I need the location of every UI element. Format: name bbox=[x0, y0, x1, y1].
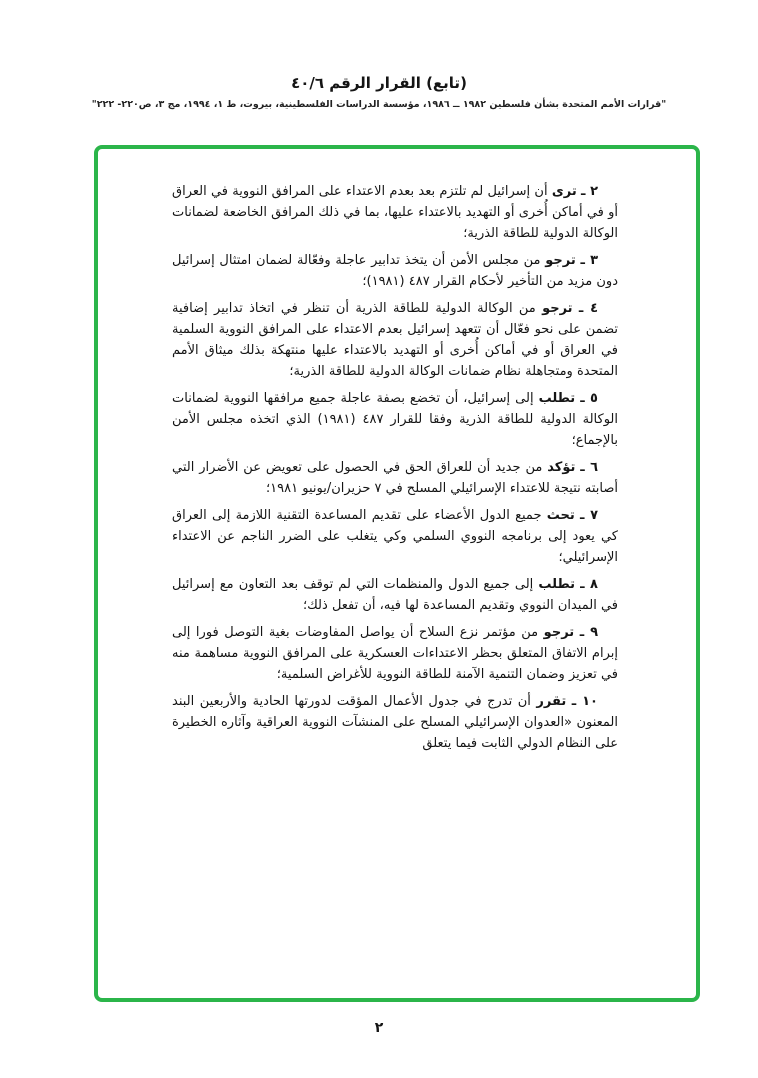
paragraph-lead: ترجو bbox=[542, 301, 573, 316]
paragraph-lead: تطلب bbox=[538, 391, 576, 406]
paragraph-body: إلى إسرائيل، أن تخضع بصفة عاجلة جميع مرافقها النووية لضمانات الوكالة الدولية للطاقة الذرية وفقا للقرار ٤٨٧ (١٩٨١) الذي اتخذه مجلس الأمن بالإجماع؛ bbox=[172, 391, 618, 448]
paragraph-lead: تقرر bbox=[536, 694, 567, 709]
resolution-text bbox=[98, 149, 696, 754]
paragraph-body: أن تدرج في جدول الأعمال المؤقت لدورتها الحادية والأربعين البند المعنون «العدوان الإسرائيلي المسلح على المنشآت النووية العراقية وآثاره الخطيرة على النظام الدولي الثابت فيما يتعلق bbox=[172, 694, 618, 751]
paragraph-lead: ترى bbox=[551, 184, 577, 199]
paragraph-number: ٩ ـ bbox=[579, 625, 598, 640]
paragraph-number: ٥ ـ bbox=[580, 391, 598, 406]
paragraph-body: من مؤتمر نزع السلاح أن يواصل المفاوضات بغية التوصل فورا إلى إبرام الاتفاق المتعلق بحظر الاعتداءات العسكرية على المرافق النووية مساهمة منه في تعزيز وضمان التنمية الآمنة للطاقة النووية للأغراض السلمية؛ bbox=[172, 625, 618, 682]
source-citation: "قرارات الأمم المتحدة بشأن فلسطين ١٩٨٢ ــ ١٩٨٦، مؤسسة الدراسات الفلسطينية، بيروت، ط ١، ١٩٩٤، مج ٣، ص٢٢٠- ٢٢٢" bbox=[91, 99, 667, 110]
paragraph-lead: ترجو bbox=[543, 625, 575, 640]
page-header bbox=[0, 0, 758, 110]
paragraph-number: ٤ ـ bbox=[578, 301, 598, 316]
paragraph-lead: تؤكد bbox=[547, 460, 576, 475]
paragraph-9 bbox=[172, 622, 618, 685]
page-title: (تابع) القرار الرقم ٤٠/٦ bbox=[291, 74, 467, 92]
paragraph-number: ١٠ ـ bbox=[571, 694, 598, 709]
paragraph-number: ٦ ـ bbox=[580, 460, 598, 475]
content-frame bbox=[94, 145, 700, 1002]
paragraph-body: من جديد أن للعراق الحق في الحصول على تعويض عن الأضرار التي أصابته نتيجة للاعتداء الإسرائيلي المسلح في ٧ حزيران/يونيو ١٩٨١؛ bbox=[172, 460, 618, 496]
paragraph-4 bbox=[172, 298, 618, 382]
paragraph-number: ٢ ـ bbox=[580, 184, 598, 199]
paragraph-number: ٣ ـ bbox=[580, 253, 598, 268]
paragraph-body: أن إسرائيل لم تلتزم بعد بعدم الاعتداء على المرافق النووية في العراق أو في أماكن أُخرى أو التهديد بالاعتداء عليها، بما في ذلك المرافق الخاضعة لضمانات الوكالة الدولية للطاقة الذرية؛ bbox=[172, 184, 618, 241]
paragraph-2 bbox=[172, 181, 618, 244]
paragraph-lead: تحث bbox=[546, 508, 575, 523]
paragraph-5 bbox=[172, 388, 618, 451]
paragraph-number: ٧ ـ bbox=[579, 508, 598, 523]
paragraph-6 bbox=[172, 457, 618, 499]
paragraph-body: إلى جميع الدول والمنظمات التي لم توقف بعد التعاون مع إسرائيل في الميدان النووي وتقديم المساعدة لها فيه، أن تفعل ذلك؛ bbox=[172, 577, 618, 613]
paragraph-body: من مجلس الأمن أن يتخذ تدابير عاجلة وفعّالة لضمان امتثال إسرائيل دون مزيد من التأخير لأحكام القرار ٤٨٧ (١٩٨١)؛ bbox=[172, 253, 618, 289]
paragraph-7 bbox=[172, 505, 618, 568]
page-number: ٢ bbox=[374, 1020, 384, 1036]
paragraph-lead: تطلب bbox=[538, 577, 576, 592]
paragraph-3 bbox=[172, 250, 618, 292]
paragraph-10 bbox=[172, 691, 618, 754]
paragraph-lead: ترجو bbox=[545, 253, 576, 268]
paragraph-body: من الوكالة الدولية للطاقة الذرية أن تنظر في اتخاذ تدابير إضافية تضمن على نحو فعّال أن تتعهد إسرائيل بعدم الاعتداء على المرافق النووية السلمية في العراق أو في أماكن أُخرى أو التهديد بالاعتداء عليها منتهكة بذلك ميثاق الأمم المتحدة ومتجاهلة نظام ضمانات الوكالة الدولية للطاقة الذرية؛ bbox=[172, 301, 618, 379]
paragraph-8 bbox=[172, 574, 618, 616]
paragraph-body: جميع الدول الأعضاء على تقديم المساعدة التقنية اللازمة إلى العراق كي يعود إلى برنامجه النووي السلمي وكي يتغلب على الضرر الناجم عن الاعتداء الإسرائيلي؛ bbox=[172, 508, 618, 565]
paragraph-number: ٨ ـ bbox=[580, 577, 598, 592]
